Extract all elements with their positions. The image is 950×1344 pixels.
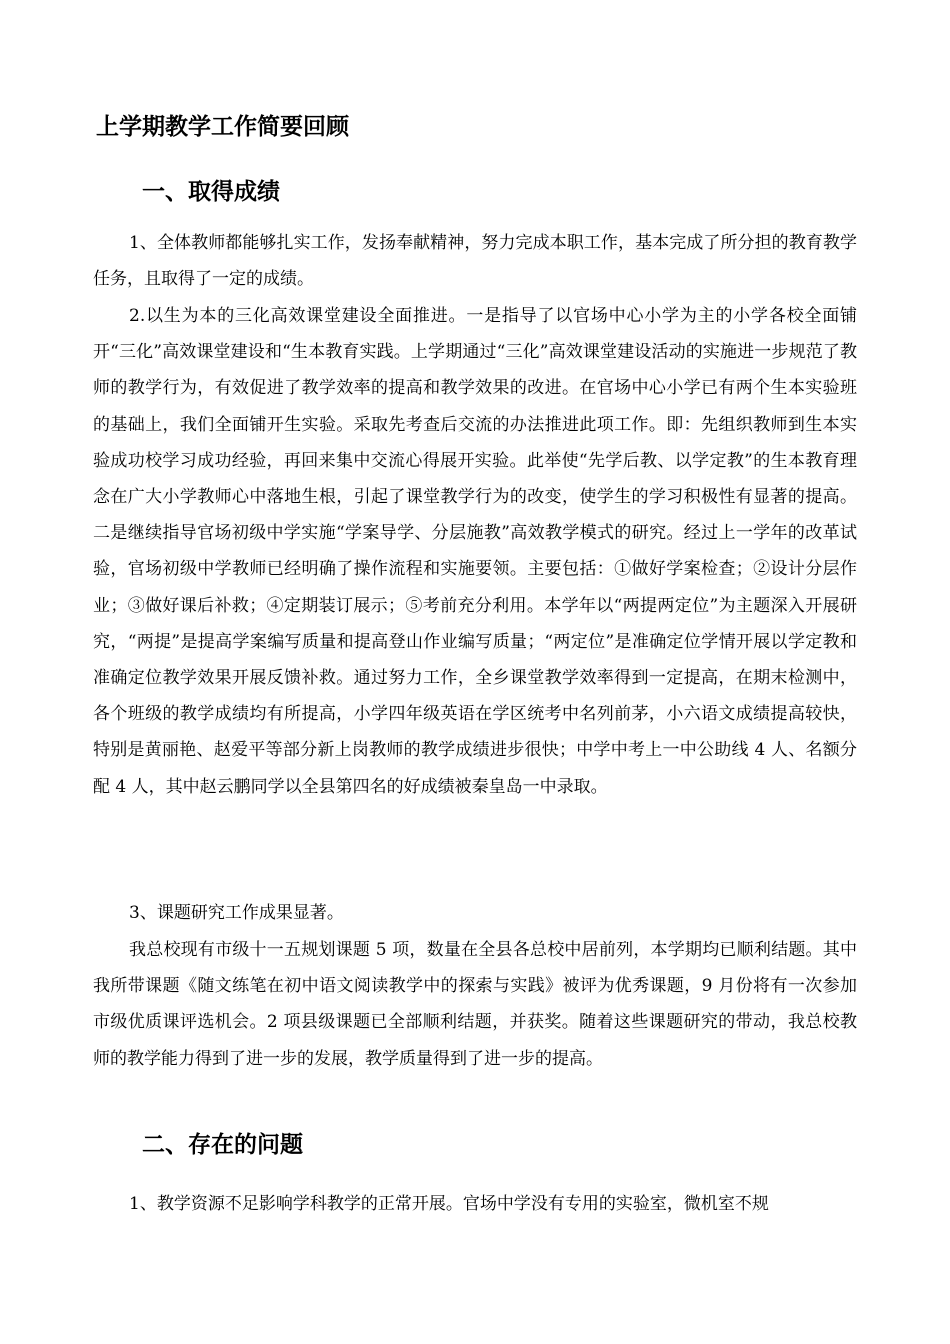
paragraph-research-projects: 我总校现有市级十一五规划课题 5 项，数量在全县各总校中居前列，本学期均已顺利结题。其中我所带课题《随文练笔在初中语文阅读教学中的探索与实践》被评为优秀课题，9 月份将有一次参加市级优质课评选机会。2 项县级课题已全部顺利结题，并获奖。随着这些课题研究的带动，我总校教师的教学能力得到了进一步的发展，教学质量得到了进一步的提高。 — [93, 940, 857, 1069]
section-heading-achievements: 一、取得成绩 — [142, 179, 280, 205]
paragraph-achievement-3: 3、课题研究工作成果显著。 — [129, 903, 344, 923]
paragraph-achievement-1: 1、全体教师都能够扎实工作，发扬奉献精神，努力完成本职工作，基本完成了所分担的教育教学任务，且取得了一定的成绩。 — [93, 233, 857, 290]
section-heading-problems: 二、存在的问题 — [142, 1132, 303, 1158]
document-title: 上学期教学工作简要回顾 — [96, 114, 349, 140]
paragraph-problem-1: 1、教学资源不足影响学科教学的正常开展。官场中学没有专用的实验室，微机室不规 — [129, 1194, 769, 1214]
paragraph-achievement-2: 2.以生为本的三化高效课堂建设全面推进。一是指导了以官场中心小学为主的小学各校全面铺开“三化”高效课堂建设和“生本教育实践。上学期通过“三化”高效课堂建设活动的实施进一步规范了教师的教学行为，有效促进了教学效率的提高和教学效果的改进。在官场中心小学已有两个生本实验班的基础上，我们全面铺开生实验。采取先考查后交流的办法推进此项工作。即：先组织教师到生本实验成功校学习成功经验，再回来集中交流心得展开实验。此举使“先学后教、以学定教”的生本教育理念在广大小学教师心中落地生根，引起了课堂教学行为的改变，使学生的学习积极性有显著的提高。二是继续指导官场初级中学实施“学案导学、分层施教”高效教学模式的研究。经过上一学年的改革试验，官场初级中学教师已经明确了操作流程和实施要领。主要包括：①做好学案检查；②设计分层作业；③做好课后补救；④定期装订展示；⑤考前充分利用。本学年以“两提两定位”为主题深入开展研究，“两提”是提高学案编写质量和提高登山作业编写质量；“两定位”是准确定位学情开展以学定教和准确定位教学效果开展反馈补救。通过努力工作，全乡课堂教学效率得到一定提高，在期末检测中，各个班级的教学成绩均有所提高，小学四年级英语在学区统考中名列前茅，小六语文成绩提高较快，特别是黄丽艳、赵爱平等部分新上岗教师的教学成绩进步很快；中学中考上一中公助线 4 人、名额分配 4 人，其中赵云鹏同学以全县第四名的好成绩被秦皇岛一中录取。 — [93, 306, 857, 797]
